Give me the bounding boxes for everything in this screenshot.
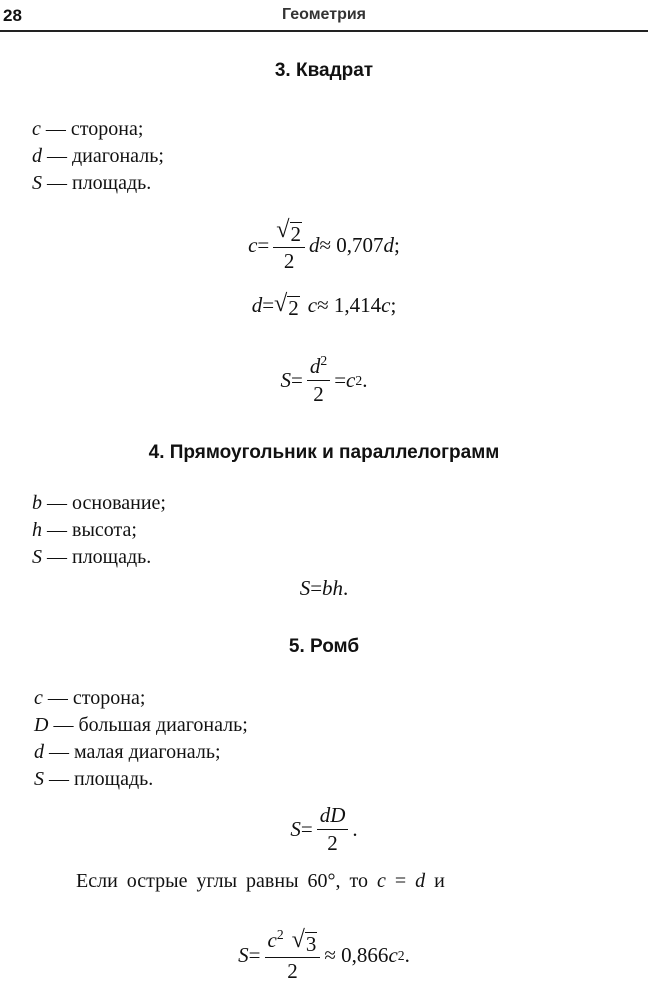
definition-symbol: S	[32, 172, 42, 194]
fraction: $\frac{dD}{2}$	[317, 804, 349, 855]
definition-item	[32, 116, 164, 143]
definition-text: — площадь.	[42, 546, 152, 568]
definition-list-rectangle	[32, 490, 166, 571]
definition-text: — сторона;	[42, 687, 146, 709]
definition-item	[34, 685, 248, 712]
definition-item	[32, 170, 164, 197]
running-title: Геометрия	[281, 6, 367, 23]
definition-list-rhombus	[34, 685, 248, 793]
definition-text: — площадь.	[44, 768, 154, 790]
formula-rectangle-area: S = bh .	[299, 576, 349, 600]
formula-rhombus-area: S = $\frac{dD}{2}$ .	[290, 803, 358, 856]
definition-item	[34, 766, 248, 793]
definition-text: — площадь.	[42, 172, 152, 194]
definition-text: — высота;	[42, 519, 137, 541]
definition-symbol: b	[32, 492, 42, 514]
definition-item	[34, 739, 248, 766]
square-root: √ 2	[274, 290, 299, 320]
section-title-square: 3. Квадрат	[274, 60, 374, 81]
fraction: √ 2 2	[273, 218, 305, 273]
fraction: $c^2$ √ 3 2	[265, 928, 321, 983]
square-root: √ 2	[276, 216, 302, 246]
definition-text: — большая диагональ;	[48, 714, 248, 736]
definition-item	[32, 490, 166, 517]
definition-symbol: c	[32, 118, 41, 140]
acute-angle-condition: Если острые углы равны 60°, то c = d и	[76, 870, 445, 892]
definition-symbol: d	[34, 741, 44, 763]
formula-square-area: S = $\frac{d^2}{2}$ = c 2 .	[280, 353, 368, 407]
definition-symbol: h	[32, 519, 42, 541]
definition-symbol: D	[34, 714, 49, 736]
definition-item	[32, 143, 164, 170]
definition-symbol: c	[34, 687, 43, 709]
definition-text: — диагональ;	[42, 145, 164, 167]
definition-item	[32, 517, 166, 544]
formula-rhombus-area-60deg: S = $c^2$ √ 3 2 ≈ 0,866 c 2 .	[238, 926, 410, 984]
definition-symbol: S	[32, 546, 42, 568]
section-title-rhombus: 5. Ромб	[288, 636, 360, 657]
definition-text: — сторона;	[40, 118, 144, 140]
definition-symbol: d	[32, 145, 42, 167]
square-root: √ 3	[291, 926, 317, 956]
formula-diagonal-from-side: d = √ 2 c ≈ 1,414 c ;	[251, 290, 397, 320]
definition-symbol: S	[34, 768, 44, 790]
fraction: $\frac{d^2}{2}$	[307, 355, 330, 406]
definition-item	[32, 544, 166, 571]
definition-item	[34, 712, 248, 739]
page-header	[0, 0, 648, 32]
section-title-rectangle: 4. Прямоугольник и параллелограмм	[148, 442, 500, 463]
definition-text: — основание;	[42, 492, 166, 514]
page-number: 28	[3, 6, 22, 25]
definition-text: — малая диагональ;	[44, 741, 221, 763]
definition-list-square	[32, 116, 164, 197]
formula-side-from-diagonal: c = √ 2 2 d ≈ 0,707 d ;	[248, 216, 400, 274]
